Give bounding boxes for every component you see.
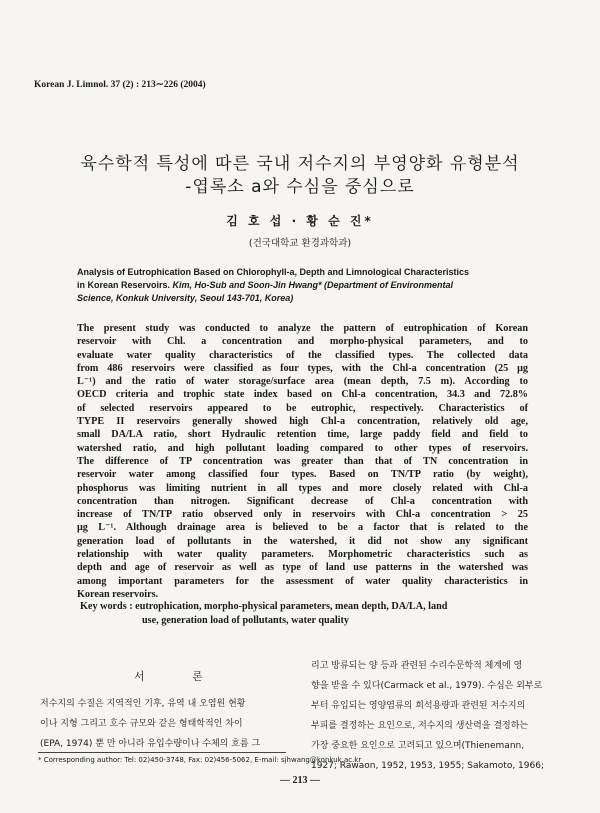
keywords — [80, 600, 530, 628]
abstract-line: relationship with water quality parameters. Morphometric characteristics such as — [77, 549, 528, 561]
korean-title-line-1: 육수학적 특성에 따른 국내 저수지의 부영양화 유형분석 — [80, 154, 520, 174]
page-number: — 213 — — [280, 775, 320, 786]
abstract-line: TYPE II reservoirs generally showed high Chl-a concentration, relatively old age, — [77, 416, 528, 428]
abstract-line: μg L⁻¹. Although drainage area is believed to be a factor that is related to the — [77, 522, 528, 534]
abstract-line: concentration than nitrogen. Significant decrease of Chl-a concentration with — [77, 495, 528, 507]
english-title-line-2 — [77, 279, 527, 292]
korean-title-line-2: -엽록소 a와 수심을 중심으로 — [185, 177, 415, 197]
abstract-line: among important parameters for the assessment of water quality characteristics in — [77, 575, 528, 587]
body-line: 부터 유입되는 영양염류의 희석용량과 관련된 저수지의 — [311, 701, 526, 711]
abstract-line: reservoir water among classified four types. Based on TN/TP ratio (by weight), — [77, 469, 528, 481]
abstract-line: OECD criteria and trophic state index based on Chl-a concentration, 34.3 and 72.8% — [77, 389, 528, 401]
abstract-line: of selected reservoirs appeared to be eutrophic, respectively. Characteristics of — [77, 402, 528, 414]
abstract-line: from 486 reservoirs were classified as four types, with the Chl-a concentration (25 μg — [77, 362, 528, 374]
abstract-line: The present study was conducted to analyze the pattern of eutrophication of Korean — [77, 323, 528, 334]
body-line: 1927; Rawaon, 1952, 1953, 1955; Sakamoto, 1966; — [311, 761, 544, 771]
korean-affiliation: (건국대학교 환경과학과) — [248, 238, 352, 249]
abstract — [77, 322, 528, 601]
abstract-line: increase of TN/TP ratio observed only in reservoirs with Chl-a concentration > 25 — [77, 509, 528, 521]
abstract-line: phosphorus was limiting nutrient in all types and more closely related with Chl-a — [77, 482, 528, 494]
body-line: (EPA, 1974) 뿐 만 아니라 유입수량이나 수체의 흐름 그 — [40, 739, 261, 749]
body-line: 부피를 결정하는 요인으로, 저수지의 생산력을 결정하는 — [311, 721, 529, 731]
abstract-line: small DA/LA ratio, short Hydraulic retention time, large paddy field and field to — [77, 429, 528, 441]
keywords-line-1: Key words : eutrophication, morpho-physical parameters, mean depth, DA/LA, land — [80, 601, 448, 612]
body-line: 이나 지형 그리고 호수 규모와 같은 형태학적인 차이 — [40, 719, 243, 729]
abstract-line: Korean reservoirs. — [77, 588, 159, 600]
english-title-line-2-plain: in Korean Reservoirs. — [77, 280, 173, 290]
corresponding-author-footnote: * Corresponding author: Tel: 02)450-3748, Fax: 02)456-5062, E-mail: sjhwang@konkuk.ac.kr — [38, 756, 362, 764]
body-line: 가장 중요한 요인으로 고려되고 있으며(Thienemann, — [311, 741, 525, 751]
abstract-line: reservoir with Chl. a concentration and morpho-physical parameters, and to — [77, 336, 528, 348]
abstract-line: The difference of TP concentration was greater than that of TN concentration in — [77, 455, 528, 467]
english-authors: Kim, Ho-Sub and Soon-Jin Hwang* (Department of Environmental — [172, 280, 454, 290]
keywords-line-2: use, generation load of pollutants, water quality — [142, 615, 349, 626]
body-line: 저수지의 수질은 지역적인 기후, 유역 내 오염원 현황 — [40, 699, 246, 709]
abstract-line: depth and age of reservoir as well as type of land use patterns in the watershed was — [77, 562, 528, 574]
footnote-divider — [38, 752, 286, 753]
korean-authors: 김 호 섭 · 황 순 진* — [226, 214, 374, 228]
abstract-line: L⁻¹) and the ratio of water storage/surface area (mean depth, 7.5 m). According to — [77, 376, 528, 388]
journal-reference: Korean J. Limnol. 37 (2) : 213∼226 (2004) — [34, 80, 206, 90]
abstract-line: evaluate water quality characteristics of the classified types. The collected data — [77, 349, 528, 361]
body-line: 향을 받을 수 있다(Carmack et al., 1979). 수심은 외부로 — [311, 681, 543, 691]
english-affiliation: Science, Konkuk University, Seoul 143-701, Korea) — [77, 293, 294, 303]
abstract-line: watershed ratio, and high pollutant loading compared to other types of reservoirs. — [77, 442, 528, 454]
section-heading-introduction: 서 론 — [134, 670, 225, 683]
english-title-block — [77, 266, 527, 305]
body-line: 리고 방류되는 양 등과 관련된 수리수문학적 체계에 영 — [311, 661, 523, 671]
body-left-column — [40, 694, 298, 754]
abstract-line: generation load of pollutants in the watershed, it did not show any significant — [77, 535, 528, 547]
english-title-line-1: Analysis of Eutrophication Based on Chlorophyll-a, Depth and Limnological Characteristics — [77, 267, 470, 277]
